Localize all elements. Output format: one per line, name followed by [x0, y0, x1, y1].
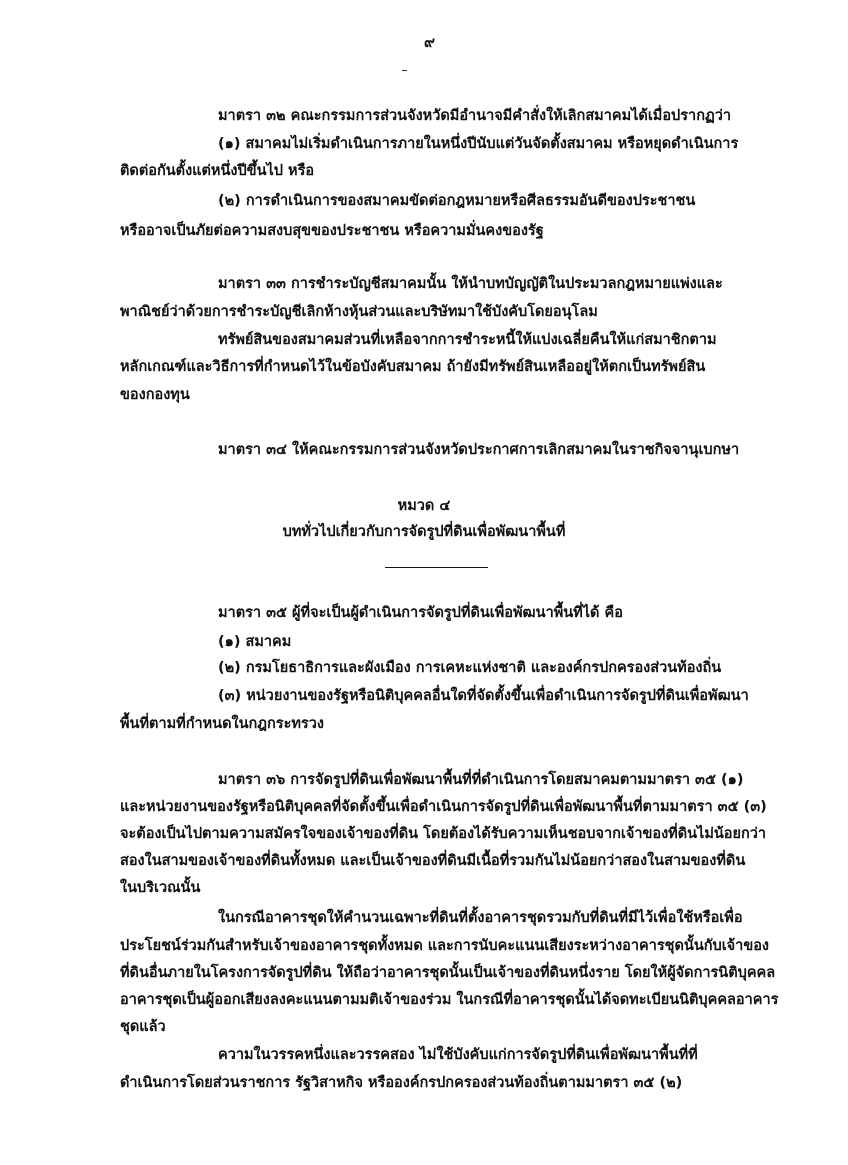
page-number: ๙ [424, 33, 435, 51]
chapter-divider [385, 567, 488, 568]
sec33-line-5: ของกองทุน [120, 387, 190, 403]
sec36-para2-line-4: อาคารชุดเป็นผู้ออกเสียงลงคะแนนตามมติเจ้าของร่วม ในกรณีที่อาคารชุดนั้นได้จดทะเบียนนิติบุคคลอาคาร [120, 992, 779, 1008]
sec35-line-2: (๑) สมาคม [218, 634, 292, 650]
sec33-line-1: มาตรา ๓๓ การชำระบัญชีสมาคมนั้น ให้นำบทบัญญัติในประมวลกฎหมายแพ่งและ [218, 276, 723, 292]
sec33-line-2: พาณิชย์ว่าด้วยการชำระบัญชีเลิกห้างหุ้นส่วนและบริษัทมาใช้บังคับโดยอนุโลม [120, 304, 598, 320]
sec36-line-4: สองในสามของเจ้าของที่ดินทั้งหมด และเป็นเจ้าของที่ดินมีเนื้อที่รวมกันไม่น้อยกว่าสองในสามของที่ดิน [120, 853, 746, 869]
sec36-line-5: ในบริเวณนั้น [120, 880, 201, 896]
sec36-line-3: จะต้องเป็นไปตามความสมัครใจของเจ้าของที่ดิน โดยต้องได้รับความเห็นชอบจากเจ้าของที่ดินไม่น้อยกว่า [120, 826, 767, 842]
sec33-line-3: ทรัพย์สินของสมาคมส่วนที่เหลือจากการชำระหนี้ให้แบ่งเฉลี่ยคืนให้แก่สมาชิกตาม [218, 332, 717, 348]
sec32-line-1: มาตรา ๓๒ คณะกรรมการส่วนจังหวัดมีอำนาจมีคำสั่งให้เลิกสมาคมได้เมื่อปรากฏว่า [218, 108, 731, 124]
sec35-line-4: (๓) หน่วยงานของรัฐหรือนิติบุคคลอื่นใดที่จัดตั้งขึ้นเพื่อดำเนินการจัดรูปที่ดินเพื่อพัฒนา [218, 688, 749, 704]
sec32-line-5: หรืออาจเป็นภัยต่อความสงบสุขของประชาชน หรือความมั่นคงของรัฐ [120, 223, 544, 239]
chapter-subtitle: บททั่วไปเกี่ยวกับการจัดรูปที่ดินเพื่อพัฒนาพื้นที่ [282, 524, 566, 540]
sec34-line-1: มาตรา ๓๔ ให้คณะกรรมการส่วนจังหวัดประกาศการเลิกสมาคมในราชกิจจานุเบกษา [218, 442, 740, 458]
sec32-line-4: (๒) การดำเนินการของสมาคมขัดต่อกฎหมายหรือศีลธรรมอันดีของประชาชน [218, 193, 696, 209]
sec33-line-4: หลักเกณฑ์และวิธีการที่กำหนดไว้ในข้อบังคับสมาคม ถ้ายังมีทรัพย์สินเหลืออยู่ให้ตกเป็นทรัพย์สิน [120, 359, 706, 375]
sec36-para2-line-1: ในกรณีอาคารชุดให้คำนวนเฉพาะที่ดินที่ตั้งอาคารชุดรวมกับที่ดินที่มีไว้เพื่อใช้หรือเพื่อ [218, 910, 743, 926]
sec36-line-2: และหน่วยงานของรัฐหรือนิติบุคคลที่จัดตั้งขึ้นเพื่อดำเนินการจัดรูปที่ดินเพื่อพัฒนาพื้นที่ตามมาตรา ๓๕ (๓) [120, 799, 767, 815]
sec32-line-3: ติดต่อกันตั้งแต่หนึ่งปีขึ้นไป หรือ [120, 163, 315, 179]
sec36-line-1: มาตรา ๓๖ การจัดรูปที่ดินเพื่อพัฒนาพื้นที่ที่ดำเนินการโดยสมาคมตามมาตรา ๓๕ (๑) [218, 772, 744, 788]
sec36-para2-line-5: ชุดแล้ว [120, 1019, 166, 1035]
sec35-line-3: (๒) กรมโยธาธิการและผังเมือง การเคหะแห่งชาติ และองค์กรปกครองส่วนท้องถิ่น [218, 660, 722, 676]
sec36-para3-line-2: ดำเนินการโดยส่วนราชการ รัฐวิสาหกิจ หรือองค์กรปกครองส่วนท้องถิ่นตามมาตรา ๓๕ (๒) [120, 1075, 683, 1091]
chapter-title: หมวด ๔ [397, 498, 451, 514]
header-dash [402, 70, 407, 71]
sec36-para2-line-2: ประโยชน์ร่วมกันสำหรับเจ้าของอาคารชุดทั้งหมด และการนับคะแนนเสียงระหว่างอาคารชุดนั้นกับเจ้าของ [120, 938, 770, 954]
sec36-para2-line-3: ที่ดินอื่นภายในโครงการจัดรูปที่ดิน ให้ถือว่าอาคารชุดนั้นเป็นเจ้าของที่ดินหนึ่งราย โดยให้ผู้จัดการนิติบุคคล [120, 965, 776, 981]
sec32-line-2: (๑) สมาคมไม่เริ่มดำเนินการภายในหนึ่งปีนับแต่วันจัดตั้งสมาคม หรือหยุดดำเนินการ [218, 136, 739, 152]
sec35-line-5: พื้นที่ตามที่กำหนดในกฎกระทรวง [120, 716, 324, 732]
sec35-line-1: มาตรา ๓๕ ผู้ที่จะเป็นผู้ดำเนินการจัดรูปที่ดินเพื่อพัฒนาพื้นที่ได้ คือ [218, 605, 623, 621]
sec36-para3-line-1: ความในวรรคหนึ่งและวรรคสอง ไม่ใช้บังคับแก่การจัดรูปที่ดินเพื่อพัฒนาพื้นที่ที่ [218, 1047, 698, 1063]
